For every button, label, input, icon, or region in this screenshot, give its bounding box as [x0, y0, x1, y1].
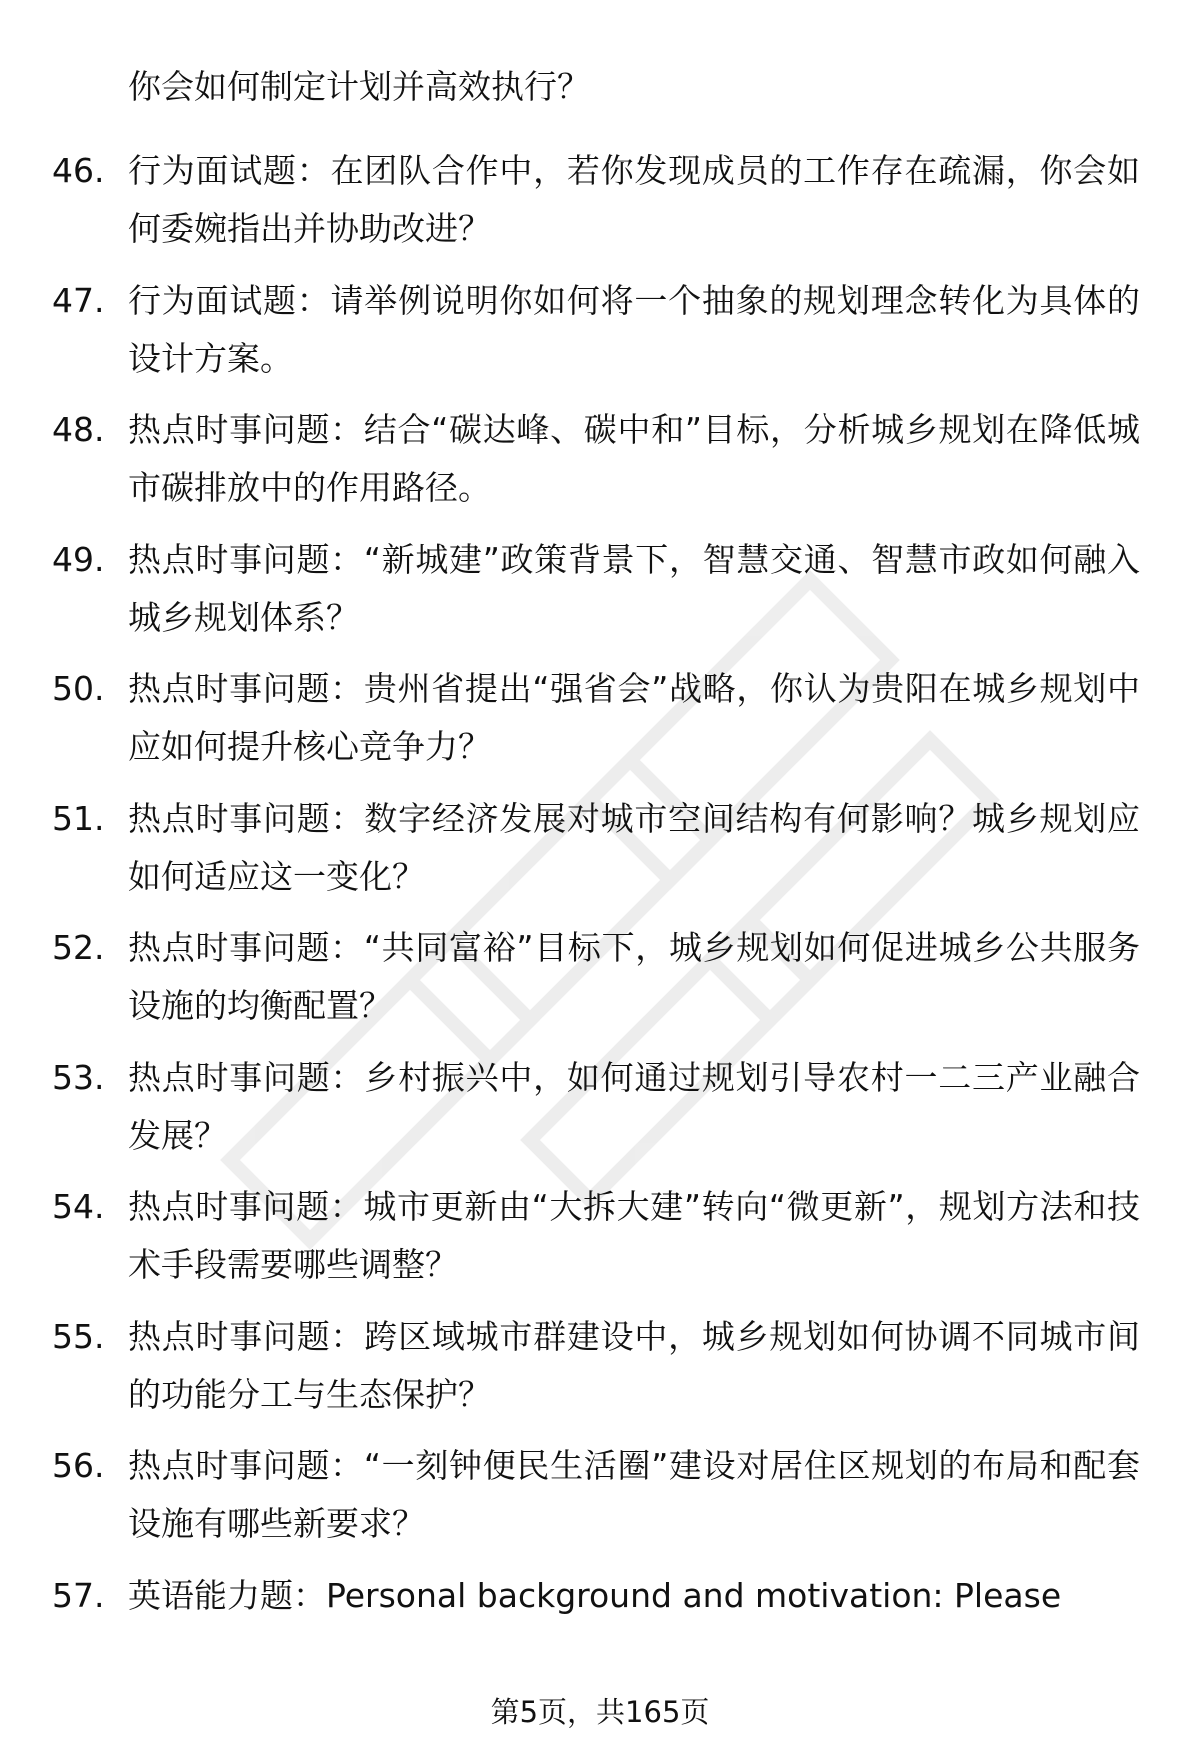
question-text: 热点时事问题：数字经济发展对城市空间结构有何影响？城乡规划应如何适应这一变化？ [128, 798, 1140, 896]
list-item [0, 401, 1200, 531]
list-item [0, 1049, 1200, 1179]
question-number: 57. [52, 1575, 105, 1615]
question-text: 热点时事问题：乡村振兴中，如何通过规划引导农村一二三产业融合发展？ [128, 1057, 1140, 1155]
list-item [0, 1178, 1200, 1308]
question-text: 热点时事问题：跨区域城市群建设中，城乡规划如何协调不同城市间的功能分工与生态保护？ [128, 1316, 1140, 1414]
question-number: 46. [52, 151, 105, 190]
list-item [0, 790, 1200, 920]
question-number: 47. [52, 280, 105, 320]
list-item [0, 1437, 1200, 1567]
list-item [0, 1308, 1200, 1438]
question-number: 55. [52, 1316, 105, 1356]
list-item [0, 142, 1200, 272]
question-text: 行为面试题：在团队合作中，若你发现成员的工作存在疏漏，你会如何委婉指出并协助改进？ [128, 151, 1140, 248]
continuation-line: 你会如何制定计划并高效执行？ [128, 67, 590, 106]
question-number: 56. [52, 1446, 105, 1485]
question-text: 热点时事问题：城市更新由“大拆大建”转向“微更新”，规划方法和技术手段需要哪些调整？ [128, 1187, 1140, 1284]
question-text: 热点时事问题：“共同富裕”目标下，城乡规划如何促进城乡公共服务设施的均衡配置？ [128, 928, 1140, 1025]
question-number: 52. [52, 928, 105, 967]
question-number: 53. [52, 1057, 105, 1097]
question-number: 50. [52, 669, 105, 708]
list-item [0, 272, 1200, 402]
question-number: 48. [52, 410, 105, 449]
page-footer: 第5页，共165页 [490, 1695, 710, 1729]
question-text: 热点时事问题：结合“碳达峰、碳中和”目标，分析城乡规划在降低城市碳排放中的作用路径。 [128, 410, 1140, 507]
question-number: 49. [52, 539, 105, 579]
list-item [0, 919, 1200, 1049]
question-text: 热点时事问题：贵州省提出“强省会”战略，你认为贵阳在城乡规划中应如何提升核心竞争力？ [128, 669, 1140, 766]
question-text: 热点时事问题：“新城建”政策背景下，智慧交通、智慧市政如何融入城乡规划体系？ [128, 539, 1140, 637]
question-text: 英语能力题：Personal background and motivation: Please [128, 1575, 1062, 1615]
list-item [0, 660, 1200, 790]
question-text: 行为面试题：请举例说明你如何将一个抽象的规划理念转化为具体的设计方案。 [128, 280, 1140, 378]
question-number: 51. [52, 798, 105, 838]
question-text: 热点时事问题：“一刻钟便民生活圈”建设对居住区规划的布局和配套设施有哪些新要求？ [128, 1446, 1140, 1543]
question-number: 54. [52, 1187, 105, 1226]
question-list [0, 142, 1200, 1696]
list-item [0, 1567, 1200, 1697]
list-item [0, 531, 1200, 661]
